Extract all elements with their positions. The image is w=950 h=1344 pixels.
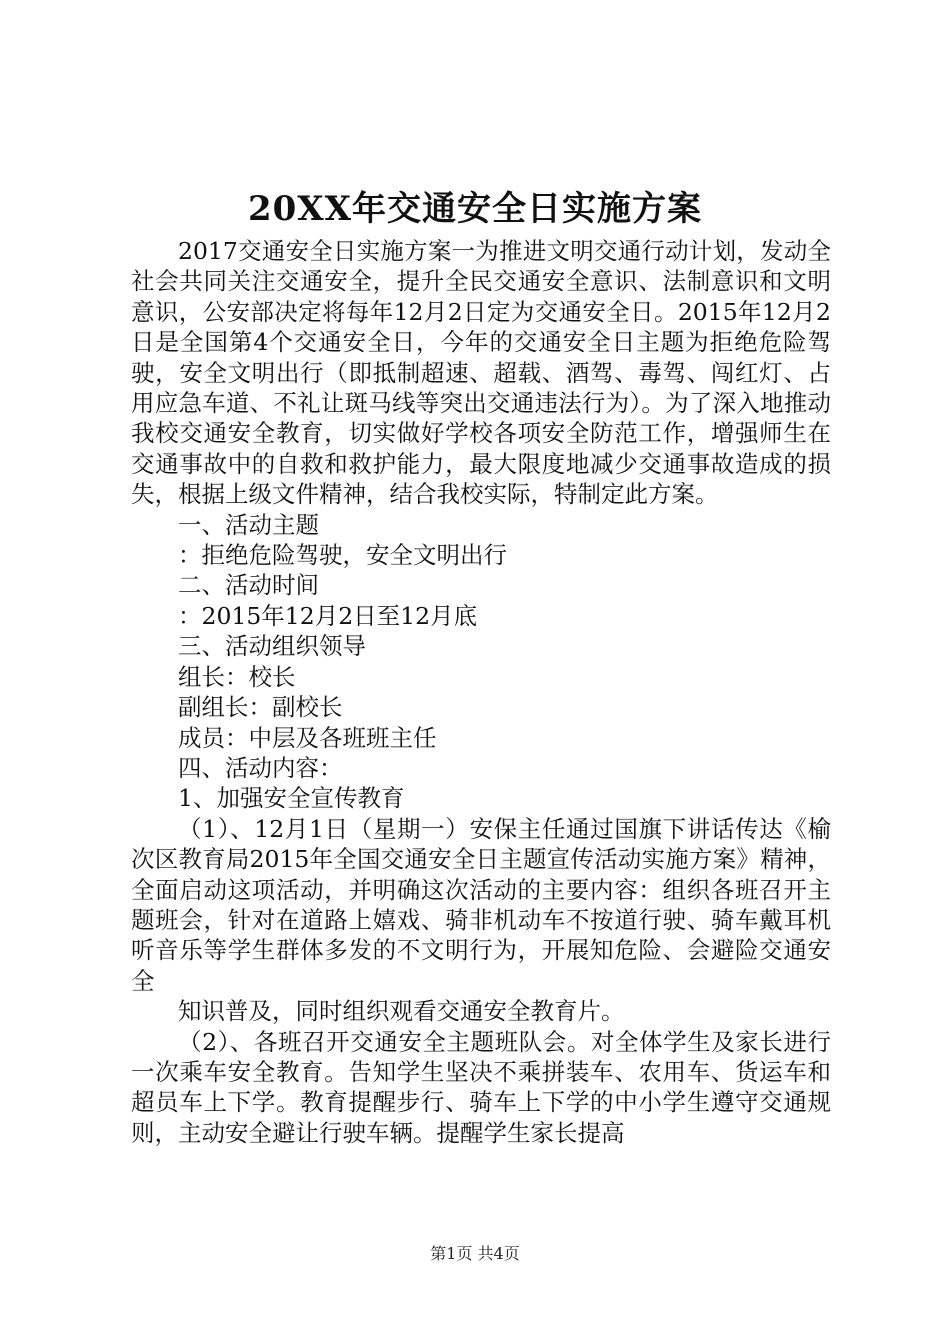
content-paragraph-1: （1）、12月1日（星期一）安保主任通过国旗下讲话传达《榆次区教育局2015年全国交通安全日主题宣传活动实施方案》精神，全面启动这项活动，并明确这次活动的主要内容：组织各班召开主题班会，针对在道路上嬉戏、骑非机动车不按道行驶、骑车戴耳机听音乐等学生群体多发的不文明行为，开展知危险、会避险交通安全 [131, 814, 831, 995]
intro-paragraph: 2017交通安全日实施方案一为推进文明交通行动计划，发动全社会共同关注交通安全，提升全民交通安全意识、法制意识和文明意识，公安部决定将每年12月2日定为交通安全日。2015年12月2日是全国第4个交通安全日，今年的交通安全日主题为拒绝危险驾驶，安全文明出行（即抵制超速、超载、酒驾、毒驾、闯红灯、占用应急车道、不礼让斑马线等突出交通违法行为）。为了深入地推动我校交通安全教育，切实做好学校各项安全防范工作，增强师生在交通事故中的自救和救护能力，最大限度地减少交通事故造成的损失，根据上级文件精神，结合我校实际，特制定此方案。 [131, 237, 831, 509]
section-heading-time: 二、活动时间 [178, 571, 319, 600]
members-text: 成员：中层及各班班主任 [178, 723, 437, 752]
section-heading-leadership: 三、活动组织领导 [178, 632, 366, 661]
document-title: 20XX年交通安全日实施方案 [247, 189, 703, 229]
leader-text: 组长：校长 [178, 662, 296, 691]
content-paragraph-1-continued: 知识普及，同时组织观看交通安全教育片。 [178, 997, 625, 1026]
document-body [131, 236, 831, 1148]
deputy-leader-text: 副组长：副校长 [178, 693, 343, 722]
subsection-heading-publicity: 1、加强安全宣传教育 [178, 784, 405, 813]
section-heading-content: 四、活动内容： [178, 753, 343, 782]
content-paragraph-2: （2）、各班召开交通安全主题班队会。对全体学生及家长进行一次乘车安全教育。告知学生坚决不乘拼装车、农用车、货运车和超员车上下学。教育提醒步行、骑车上下学的中小学生遵守交通规则，主动安全避让行驶车辆。提醒学生家长提高 [131, 1027, 831, 1147]
theme-text: ：拒绝危险驾驶，安全文明出行 [178, 541, 507, 570]
section-heading-theme: 一、活动主题 [178, 510, 319, 539]
time-text: ：2015年12月2日至12月底 [178, 601, 478, 630]
page-footer: 第1页 共4页 [430, 1244, 520, 1263]
